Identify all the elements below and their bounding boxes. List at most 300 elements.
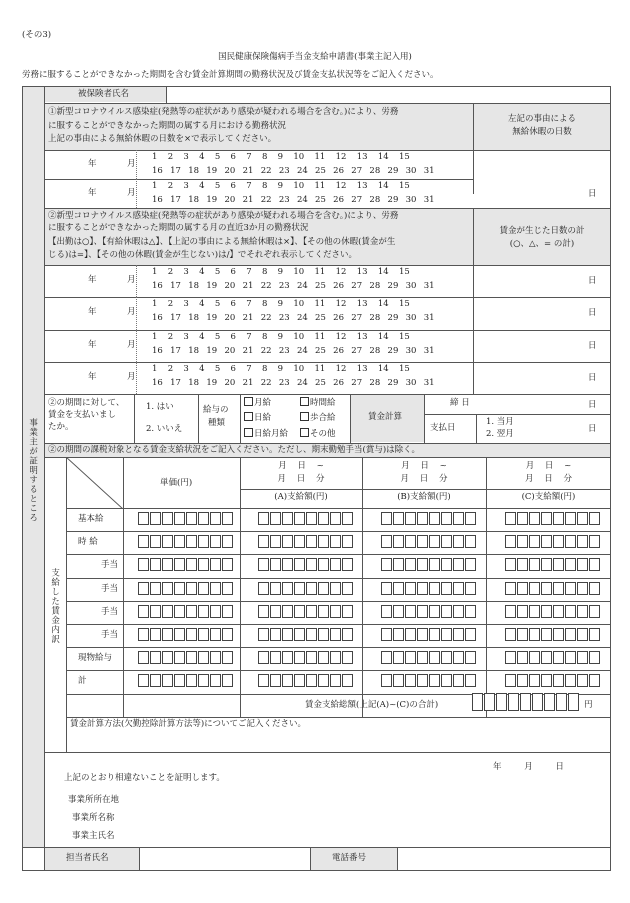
day-numbers-first-half[interactable]: 1 2 3 4 5 6 7 8 9 10 11 12 13 14 15 bbox=[152, 267, 410, 277]
amount-digit-cell[interactable] bbox=[150, 628, 161, 641]
amount-digit-cell[interactable] bbox=[138, 628, 149, 641]
amount-digit-cell[interactable] bbox=[318, 651, 329, 664]
amount-digit-cell[interactable] bbox=[381, 558, 392, 571]
amount-digit-cell[interactable] bbox=[174, 605, 185, 618]
total-digit-cell[interactable] bbox=[568, 693, 579, 711]
amount-digit-cell[interactable] bbox=[174, 582, 185, 595]
amount-digit-cell[interactable] bbox=[306, 674, 317, 687]
amount-digit-cell[interactable] bbox=[294, 651, 305, 664]
amount-digit-cell[interactable] bbox=[330, 512, 341, 525]
amount-digit-cell[interactable] bbox=[417, 628, 428, 641]
amount-digit-cell[interactable] bbox=[282, 582, 293, 595]
payment-yes-option[interactable]: 1. はい bbox=[146, 402, 174, 412]
amount-digit-cell[interactable] bbox=[258, 558, 269, 571]
amount-digit-cell[interactable] bbox=[541, 651, 552, 664]
amount-digit-cell[interactable] bbox=[318, 558, 329, 571]
amount-digit-cell[interactable] bbox=[541, 535, 552, 548]
amount-digit-cell[interactable] bbox=[589, 582, 600, 595]
amount-digit-cell[interactable] bbox=[222, 512, 233, 525]
amount-digit-cell[interactable] bbox=[541, 628, 552, 641]
amount-digit-cell[interactable] bbox=[381, 582, 392, 595]
amount-digit-cell[interactable] bbox=[441, 674, 452, 687]
amount-digit-cell[interactable] bbox=[138, 674, 149, 687]
amount-digit-cell[interactable] bbox=[294, 628, 305, 641]
amount-digit-cell[interactable] bbox=[294, 674, 305, 687]
amount-digit-cell[interactable] bbox=[417, 512, 428, 525]
day-numbers-first-half[interactable]: 1 2 3 4 5 6 7 8 9 10 11 12 13 14 15 bbox=[152, 331, 410, 342]
amount-digit-cell[interactable] bbox=[453, 582, 464, 595]
amount-digit-cell[interactable] bbox=[429, 605, 440, 618]
amount-digit-cell[interactable] bbox=[553, 582, 564, 595]
amount-digit-cell[interactable] bbox=[417, 605, 428, 618]
amount-digit-cell[interactable] bbox=[393, 651, 404, 664]
amount-digit-cell[interactable] bbox=[505, 512, 516, 525]
amount-digit-cell[interactable] bbox=[186, 651, 197, 664]
amount-digit-cell[interactable] bbox=[162, 674, 173, 687]
amount-digit-cell[interactable] bbox=[222, 605, 233, 618]
amount-digit-cell[interactable] bbox=[186, 582, 197, 595]
amount-digit-cell[interactable] bbox=[174, 628, 185, 641]
amount-digit-cell[interactable] bbox=[258, 628, 269, 641]
amount-digit-cell[interactable] bbox=[162, 605, 173, 618]
amount-digit-cell[interactable] bbox=[330, 651, 341, 664]
amount-digit-cell[interactable] bbox=[210, 535, 221, 548]
amount-digit-cell[interactable] bbox=[282, 628, 293, 641]
amount-digit-cell[interactable] bbox=[186, 512, 197, 525]
day-numbers-first-half[interactable]: 1 2 3 4 5 6 7 8 9 10 11 12 13 14 15 bbox=[152, 363, 410, 374]
amount-digit-cell[interactable] bbox=[505, 651, 516, 664]
amount-digit-cell[interactable] bbox=[541, 605, 552, 618]
amount-digit-cell[interactable] bbox=[282, 535, 293, 548]
amount-digit-cell[interactable] bbox=[270, 605, 281, 618]
amount-digit-cell[interactable] bbox=[577, 628, 588, 641]
wage-type-daily-monthly[interactable]: 日給月給 bbox=[244, 428, 288, 440]
amount-digit-cell[interactable] bbox=[150, 651, 161, 664]
amount-digit-cell[interactable] bbox=[210, 651, 221, 664]
day-numbers-second-half[interactable]: 16 17 18 19 20 21 22 23 24 25 26 27 28 29 30 31 bbox=[152, 345, 435, 356]
amount-digit-cell[interactable] bbox=[541, 512, 552, 525]
amount-digit-cell[interactable] bbox=[429, 582, 440, 595]
amount-digit-cell[interactable] bbox=[318, 674, 329, 687]
amount-digit-cell[interactable] bbox=[565, 512, 576, 525]
amount-digit-cell[interactable] bbox=[453, 651, 464, 664]
amount-digit-cell[interactable] bbox=[330, 558, 341, 571]
day-count-unit: 日 bbox=[588, 308, 597, 319]
amount-digit-cell[interactable] bbox=[186, 558, 197, 571]
amount-digit-cell[interactable] bbox=[198, 512, 209, 525]
amount-digit-cell[interactable] bbox=[186, 628, 197, 641]
total-digit-cell[interactable] bbox=[532, 693, 543, 711]
amount-digit-cell[interactable] bbox=[318, 582, 329, 595]
amount-digit-cell[interactable] bbox=[222, 582, 233, 595]
amount-digit-cell[interactable] bbox=[465, 558, 476, 571]
amount-digit-cell[interactable] bbox=[441, 605, 452, 618]
amount-digit-cell[interactable] bbox=[306, 651, 317, 664]
amount-digit-cell[interactable] bbox=[577, 674, 588, 687]
day-numbers-second-half[interactable]: 16 17 18 19 20 21 22 23 24 25 26 27 28 29 30 31 bbox=[152, 195, 435, 205]
amount-digit-cell[interactable] bbox=[589, 605, 600, 618]
amount-digit-cell[interactable] bbox=[270, 628, 281, 641]
amount-digit-cell[interactable] bbox=[541, 674, 552, 687]
amount-digit-cell[interactable] bbox=[342, 512, 353, 525]
wage-type-monthly[interactable]: 月給 bbox=[244, 397, 271, 409]
amount-digit-cell[interactable] bbox=[294, 605, 305, 618]
amount-digit-cell[interactable] bbox=[429, 674, 440, 687]
amount-digit-cell[interactable] bbox=[405, 628, 416, 641]
amount-digit-cell[interactable] bbox=[342, 582, 353, 595]
amount-digit-cell[interactable] bbox=[381, 535, 392, 548]
amount-digit-cell[interactable] bbox=[162, 535, 173, 548]
amount-digit-cell[interactable] bbox=[441, 512, 452, 525]
amount-digit-cell[interactable] bbox=[306, 558, 317, 571]
amount-digit-cell[interactable] bbox=[441, 535, 452, 548]
amount-digit-cell[interactable] bbox=[517, 651, 528, 664]
amount-digit-cell[interactable] bbox=[270, 558, 281, 571]
amount-digit-cell[interactable] bbox=[294, 582, 305, 595]
month-row-year: 年 bbox=[88, 187, 97, 198]
amount-digit-cell[interactable] bbox=[381, 628, 392, 641]
amount-digit-cell[interactable] bbox=[517, 605, 528, 618]
amount-digit-cell[interactable] bbox=[318, 628, 329, 641]
form-title: 国民健康保険傷病手当金支給申請書(事業主記入用) bbox=[218, 52, 412, 62]
amount-digit-cell[interactable] bbox=[270, 651, 281, 664]
amount-digit-cell[interactable] bbox=[405, 582, 416, 595]
amount-digit-cell[interactable] bbox=[589, 651, 600, 664]
amount-digit-cell[interactable] bbox=[577, 651, 588, 664]
amount-digit-cell[interactable] bbox=[258, 651, 269, 664]
amount-digit-cell[interactable] bbox=[577, 535, 588, 548]
amount-digit-cell[interactable] bbox=[529, 558, 540, 571]
amount-digit-cell[interactable] bbox=[222, 558, 233, 571]
amount-digit-cell[interactable] bbox=[505, 628, 516, 641]
amount-digit-cell[interactable] bbox=[138, 558, 149, 571]
amount-digit-cell[interactable] bbox=[150, 582, 161, 595]
amount-digit-cell[interactable] bbox=[210, 605, 221, 618]
section1-text-3: 上記の事由による無給休暇の日数を×で表示してください。 bbox=[48, 134, 277, 144]
amount-digit-cell[interactable] bbox=[453, 558, 464, 571]
day-numbers-second-half[interactable]: 16 17 18 19 20 21 22 23 24 25 26 27 28 29 30 31 bbox=[152, 313, 435, 324]
amount-digit-cell[interactable] bbox=[405, 651, 416, 664]
amount-digit-cell[interactable] bbox=[342, 558, 353, 571]
amount-digit-cell[interactable] bbox=[505, 674, 516, 687]
amount-digit-cell[interactable] bbox=[150, 512, 161, 525]
total-digit-cell[interactable] bbox=[520, 693, 531, 711]
amount-digit-cell[interactable] bbox=[589, 535, 600, 548]
amount-digit-cell[interactable] bbox=[330, 605, 341, 618]
amount-digit-cell[interactable] bbox=[258, 605, 269, 618]
amount-digit-cell[interactable] bbox=[529, 651, 540, 664]
amount-digit-cell[interactable] bbox=[342, 628, 353, 641]
amount-digit-cell[interactable] bbox=[381, 605, 392, 618]
amount-digit-cell[interactable] bbox=[381, 674, 392, 687]
amount-digit-cell[interactable] bbox=[162, 512, 173, 525]
amount-digit-cell[interactable] bbox=[198, 558, 209, 571]
payday-option-next-month[interactable]: 2. 翌月 bbox=[486, 429, 514, 439]
calc-method-field[interactable] bbox=[70, 732, 606, 750]
amount-digit-cell[interactable] bbox=[174, 674, 185, 687]
amount-digit-cell[interactable] bbox=[429, 651, 440, 664]
amount-digit-cell[interactable] bbox=[342, 674, 353, 687]
amount-digit-cell[interactable] bbox=[150, 605, 161, 618]
amount-digit-cell[interactable] bbox=[417, 535, 428, 548]
amount-digit-cell[interactable] bbox=[589, 674, 600, 687]
amount-digit-cell[interactable] bbox=[505, 558, 516, 571]
wage-type-hourly[interactable]: 時間給 bbox=[300, 397, 336, 409]
amount-digit-cell[interactable] bbox=[210, 512, 221, 525]
amount-digit-cell[interactable] bbox=[258, 535, 269, 548]
amount-digit-cell[interactable] bbox=[405, 512, 416, 525]
amount-digit-cell[interactable] bbox=[553, 605, 564, 618]
day-numbers-second-half[interactable]: 16 17 18 19 20 21 22 23 24 25 26 27 28 29 30 31 bbox=[152, 377, 435, 388]
amount-digit-cell[interactable] bbox=[258, 512, 269, 525]
amount-digit-cell[interactable] bbox=[505, 605, 516, 618]
amount-digit-cell[interactable] bbox=[342, 535, 353, 548]
amount-digit-cell[interactable] bbox=[270, 674, 281, 687]
amount-digit-cell[interactable] bbox=[393, 535, 404, 548]
month-row-month: 月 bbox=[127, 275, 136, 286]
amount-digit-cell[interactable] bbox=[306, 535, 317, 548]
amount-digit-cell[interactable] bbox=[429, 558, 440, 571]
amount-digit-cell[interactable] bbox=[318, 535, 329, 548]
amount-digit-cell[interactable] bbox=[342, 605, 353, 618]
amount-digit-cell[interactable] bbox=[541, 558, 552, 571]
amount-digit-cell[interactable] bbox=[529, 535, 540, 548]
amount-digit-cell[interactable] bbox=[517, 535, 528, 548]
amount-digit-cell[interactable] bbox=[258, 674, 269, 687]
amount-digit-cell[interactable] bbox=[565, 674, 576, 687]
amount-digit-cell[interactable] bbox=[529, 674, 540, 687]
amount-digit-cell[interactable] bbox=[162, 651, 173, 664]
amount-digit-cell[interactable] bbox=[318, 512, 329, 525]
amount-digit-cell[interactable] bbox=[577, 582, 588, 595]
amount-digit-cell[interactable] bbox=[517, 674, 528, 687]
amount-digit-cell[interactable] bbox=[393, 558, 404, 571]
contact-person-field[interactable] bbox=[142, 850, 310, 868]
amount-digit-cell[interactable] bbox=[565, 605, 576, 618]
amount-digit-cell[interactable] bbox=[441, 651, 452, 664]
amount-digit-cell[interactable] bbox=[294, 512, 305, 525]
amount-digit-cell[interactable] bbox=[258, 582, 269, 595]
amount-digit-cell[interactable] bbox=[417, 674, 428, 687]
side-label: 事業主が証明するところ bbox=[27, 418, 38, 523]
wage-type-commission[interactable]: 歩合給 bbox=[300, 412, 336, 424]
amount-digit-cell[interactable] bbox=[529, 605, 540, 618]
amount-digit-cell[interactable] bbox=[465, 651, 476, 664]
amount-digit-cell[interactable] bbox=[405, 535, 416, 548]
amount-digit-cell[interactable] bbox=[306, 605, 317, 618]
day-numbers-first-half[interactable]: 1 2 3 4 5 6 7 8 9 10 11 12 13 14 15 bbox=[152, 152, 410, 162]
amount-digit-cell[interactable] bbox=[282, 558, 293, 571]
amount-digit-cell[interactable] bbox=[465, 582, 476, 595]
amount-digit-cell[interactable] bbox=[282, 674, 293, 687]
amount-digit-cell[interactable] bbox=[577, 558, 588, 571]
amount-digit-cell[interactable] bbox=[222, 535, 233, 548]
amount-digit-cell[interactable] bbox=[198, 674, 209, 687]
amount-digit-cell[interactable] bbox=[565, 651, 576, 664]
amount-digit-cell[interactable] bbox=[553, 674, 564, 687]
amount-digit-cell[interactable] bbox=[210, 674, 221, 687]
amount-digit-cell[interactable] bbox=[517, 558, 528, 571]
amount-digit-cell[interactable] bbox=[429, 628, 440, 641]
total-digit-cell[interactable] bbox=[472, 693, 483, 711]
amount-digit-cell[interactable] bbox=[393, 674, 404, 687]
amount-digit-cell[interactable] bbox=[565, 582, 576, 595]
amount-digit-cell[interactable] bbox=[306, 582, 317, 595]
amount-digit-cell[interactable] bbox=[330, 628, 341, 641]
amount-digit-cell[interactable] bbox=[529, 512, 540, 525]
amount-digit-cell[interactable] bbox=[306, 628, 317, 641]
amount-digit-cell[interactable] bbox=[381, 651, 392, 664]
amount-digit-cell[interactable] bbox=[465, 674, 476, 687]
amount-digit-cell[interactable] bbox=[162, 558, 173, 571]
amount-digit-cell[interactable] bbox=[282, 651, 293, 664]
amount-digit-cell[interactable] bbox=[517, 628, 528, 641]
amount-digit-cell[interactable] bbox=[441, 628, 452, 641]
total-digit-cell[interactable] bbox=[484, 693, 495, 711]
amount-digit-cell[interactable] bbox=[577, 605, 588, 618]
amount-digit-cell[interactable] bbox=[405, 605, 416, 618]
amount-digit-cell[interactable] bbox=[553, 651, 564, 664]
amount-digit-cell[interactable] bbox=[222, 628, 233, 641]
amount-digit-cell[interactable] bbox=[465, 512, 476, 525]
amount-digit-cell[interactable] bbox=[186, 674, 197, 687]
amount-digit-cell[interactable] bbox=[174, 558, 185, 571]
amount-digit-cell[interactable] bbox=[589, 558, 600, 571]
amount-digit-cell[interactable] bbox=[529, 582, 540, 595]
amount-digit-cell[interactable] bbox=[429, 535, 440, 548]
amount-digit-cell[interactable] bbox=[342, 651, 353, 664]
amount-digit-cell[interactable] bbox=[210, 558, 221, 571]
amount-digit-cell[interactable] bbox=[417, 582, 428, 595]
amount-digit-cell[interactable] bbox=[186, 605, 197, 618]
amount-digit-cell[interactable] bbox=[393, 582, 404, 595]
amount-digit-cell[interactable] bbox=[150, 535, 161, 548]
amount-digit-cell[interactable] bbox=[138, 651, 149, 664]
amount-digit-cell[interactable] bbox=[453, 535, 464, 548]
amount-digit-cell[interactable] bbox=[465, 628, 476, 641]
amount-digit-cell[interactable] bbox=[589, 512, 600, 525]
amount-digit-cell[interactable] bbox=[405, 558, 416, 571]
amount-digit-cell[interactable] bbox=[453, 512, 464, 525]
amount-digit-cell[interactable] bbox=[441, 582, 452, 595]
day-numbers-first-half[interactable]: 1 2 3 4 5 6 7 8 9 10 11 12 13 14 15 bbox=[152, 181, 410, 191]
amount-digit-cell[interactable] bbox=[270, 582, 281, 595]
amount-digit-cell[interactable] bbox=[393, 512, 404, 525]
amount-digit-cell[interactable] bbox=[198, 651, 209, 664]
total-digit-cell[interactable] bbox=[556, 693, 567, 711]
amount-digit-cell[interactable] bbox=[330, 582, 341, 595]
amount-digit-cell[interactable] bbox=[270, 512, 281, 525]
month-row-month: 月 bbox=[127, 339, 136, 350]
amount-digit-cell[interactable] bbox=[429, 512, 440, 525]
amount-digit-cell[interactable] bbox=[138, 535, 149, 548]
total-digit-cell[interactable] bbox=[496, 693, 507, 711]
amount-digit-cell[interactable] bbox=[306, 512, 317, 525]
amount-digit-cell[interactable] bbox=[589, 628, 600, 641]
payment-question-2: 賃金を支払いまし bbox=[48, 410, 117, 420]
amount-digit-cell[interactable] bbox=[417, 651, 428, 664]
amount-digit-cell[interactable] bbox=[393, 628, 404, 641]
amount-digit-cell[interactable] bbox=[150, 674, 161, 687]
day-numbers-second-half[interactable]: 16 17 18 19 20 21 22 23 24 25 26 27 28 29 30 31 bbox=[152, 166, 435, 176]
amount-digit-cell[interactable] bbox=[222, 651, 233, 664]
section2-right-label-2: (○、△、= の計) bbox=[509, 239, 575, 249]
amount-digit-cell[interactable] bbox=[138, 582, 149, 595]
amount-digit-cell[interactable] bbox=[174, 512, 185, 525]
amount-digit-cell[interactable] bbox=[505, 535, 516, 548]
amount-digit-cell[interactable] bbox=[417, 558, 428, 571]
amount-digit-cell[interactable] bbox=[465, 535, 476, 548]
amount-digit-cell[interactable] bbox=[198, 582, 209, 595]
wage-type-other[interactable]: その他 bbox=[300, 428, 336, 440]
amount-digit-cell[interactable] bbox=[330, 674, 341, 687]
amount-digit-cell[interactable] bbox=[162, 582, 173, 595]
amount-digit-cell[interactable] bbox=[318, 605, 329, 618]
wage-type-daily[interactable]: 日給 bbox=[244, 412, 271, 424]
amount-digit-cell[interactable] bbox=[565, 535, 576, 548]
amount-digit-cell[interactable] bbox=[541, 582, 552, 595]
amount-digit-cell[interactable] bbox=[381, 512, 392, 525]
amount-digit-cell[interactable] bbox=[330, 535, 341, 548]
amount-digit-cell[interactable] bbox=[553, 628, 564, 641]
amount-digit-cell[interactable] bbox=[553, 558, 564, 571]
amount-digit-cell[interactable] bbox=[565, 628, 576, 641]
total-digit-cell[interactable] bbox=[508, 693, 519, 711]
amount-digit-cell[interactable] bbox=[453, 674, 464, 687]
amount-digit-cell[interactable] bbox=[565, 558, 576, 571]
amount-digit-cell[interactable] bbox=[529, 628, 540, 641]
amount-digit-cell[interactable] bbox=[150, 558, 161, 571]
amount-digit-cell[interactable] bbox=[198, 605, 209, 618]
amount-digit-cell[interactable] bbox=[517, 512, 528, 525]
amount-digit-cell[interactable] bbox=[198, 628, 209, 641]
day-numbers-first-half[interactable]: 1 2 3 4 5 6 7 8 9 10 11 12 13 14 15 bbox=[152, 299, 410, 310]
total-digit-cell[interactable] bbox=[544, 693, 555, 711]
amount-digit-cell[interactable] bbox=[453, 605, 464, 618]
amount-digit-cell[interactable] bbox=[282, 605, 293, 618]
amount-digit-cell[interactable] bbox=[222, 674, 233, 687]
amount-digit-cell[interactable] bbox=[553, 535, 564, 548]
amount-digit-cell[interactable] bbox=[282, 512, 293, 525]
amount-digit-cell[interactable] bbox=[453, 628, 464, 641]
amount-digit-cell[interactable] bbox=[162, 628, 173, 641]
amount-digit-cell[interactable] bbox=[441, 558, 452, 571]
payment-no-option[interactable]: 2. いいえ bbox=[146, 424, 183, 434]
amount-digit-cell[interactable] bbox=[393, 605, 404, 618]
amount-digit-cell[interactable] bbox=[405, 674, 416, 687]
day-numbers-second-half[interactable]: 16 17 18 19 20 21 22 23 24 25 26 27 28 29 30 31 bbox=[152, 281, 435, 291]
amount-digit-cell[interactable] bbox=[174, 535, 185, 548]
payday-option-this-month[interactable]: 1. 当月 bbox=[486, 417, 514, 427]
insured-name-field[interactable] bbox=[170, 88, 600, 100]
amount-digit-cell[interactable] bbox=[210, 582, 221, 595]
amount-digit-cell[interactable] bbox=[138, 512, 149, 525]
amount-digit-cell[interactable] bbox=[138, 605, 149, 618]
amount-digit-cell[interactable] bbox=[270, 535, 281, 548]
amount-digit-cell[interactable] bbox=[465, 605, 476, 618]
amount-digit-cell[interactable] bbox=[294, 558, 305, 571]
amount-digit-cell[interactable] bbox=[505, 582, 516, 595]
amount-digit-cell[interactable] bbox=[294, 535, 305, 548]
amount-digit-cell[interactable] bbox=[174, 651, 185, 664]
amount-digit-cell[interactable] bbox=[186, 535, 197, 548]
amount-digit-cell[interactable] bbox=[577, 512, 588, 525]
amount-digit-cell[interactable] bbox=[517, 582, 528, 595]
phone-field[interactable] bbox=[400, 850, 606, 868]
amount-digit-cell[interactable] bbox=[210, 628, 221, 641]
amount-digit-cell[interactable] bbox=[198, 535, 209, 548]
amount-digit-cell[interactable] bbox=[553, 512, 564, 525]
